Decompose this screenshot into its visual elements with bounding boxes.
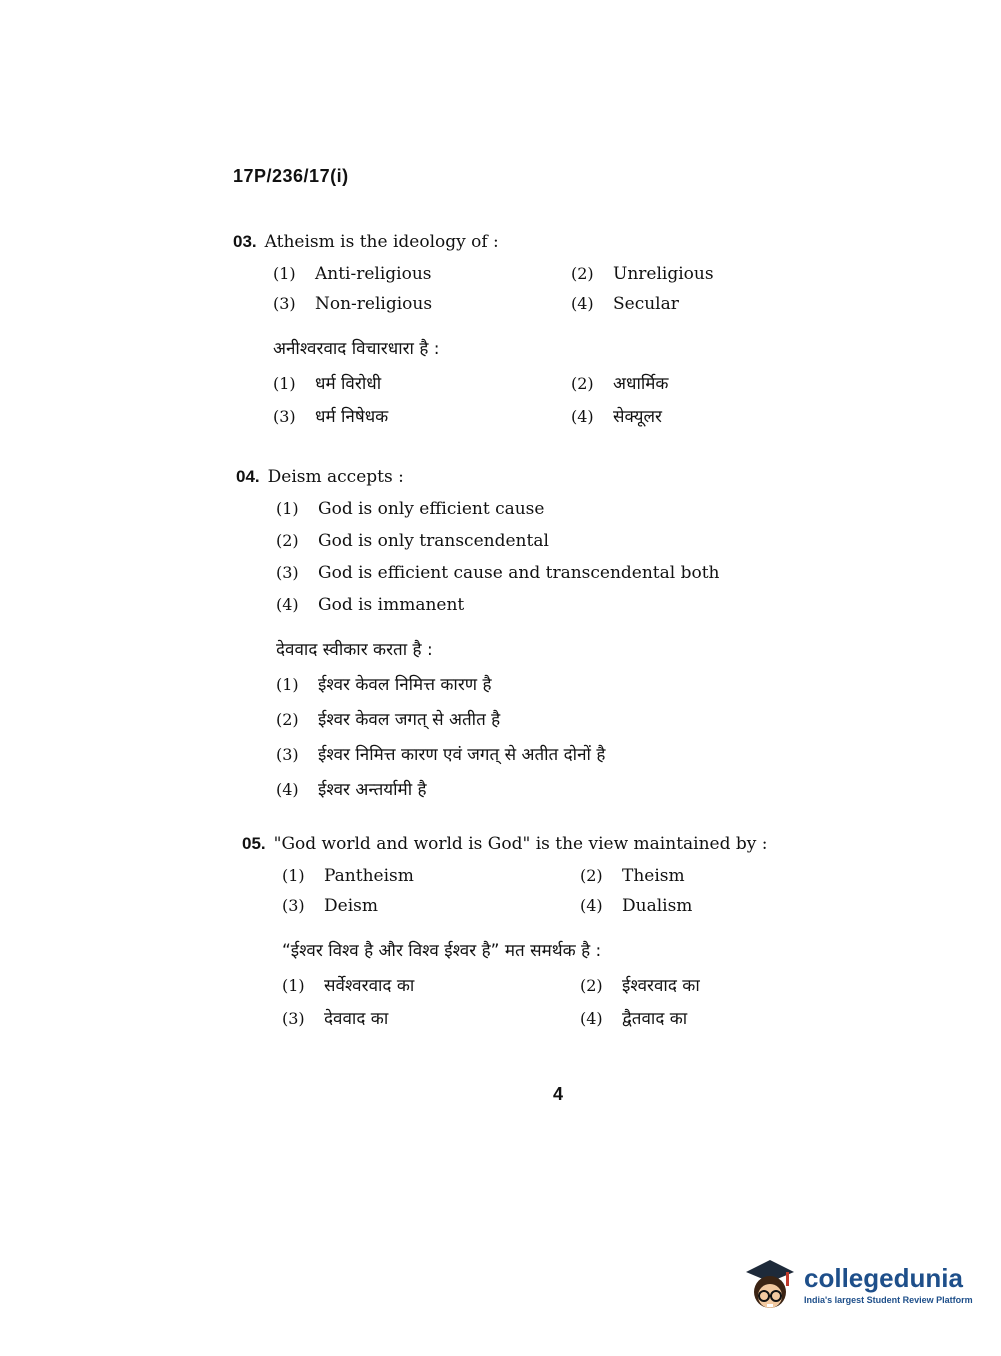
option-en-3: (3) God is efficient cause and transcendental both: [276, 563, 720, 583]
brand-name: collegedunia: [804, 1263, 963, 1293]
option-hi-4: (4) द्वैतवाद का: [580, 1009, 688, 1029]
question-text-en: Deism accepts :: [267, 467, 404, 487]
options-hi: [273, 371, 791, 427]
option-en-1: (1) Pantheism: [282, 866, 414, 886]
options-hi: [276, 672, 720, 800]
question-text-en: "God world and world is God" is the view maintained by :: [273, 834, 768, 854]
collegedunia-watermark: [742, 1250, 982, 1320]
option-hi-1: (1) धर्म विरोधी: [273, 374, 382, 394]
option-en-2: (2) Unreligious: [571, 264, 714, 284]
page-number: 4: [553, 1084, 564, 1104]
option-en-4: (4) God is immanent: [276, 595, 465, 615]
option-en-3: (3) Deism: [282, 896, 378, 916]
question-04: [236, 467, 720, 800]
question-number: 04.: [236, 467, 260, 486]
options-en: [276, 499, 720, 615]
option-en-2: (2) God is only transcendental: [276, 531, 549, 551]
option-en-4: (4) Dualism: [580, 896, 693, 916]
question-stem-en: [236, 467, 720, 487]
option-hi-4: (4) ईश्वर अन्तर्यामी है: [276, 780, 427, 800]
option-hi-3: (3) धर्म निषेधक: [273, 407, 389, 427]
option-hi-4: (4) सेक्यूलर: [571, 407, 662, 427]
option-en-4: (4) Secular: [571, 294, 679, 314]
option-en-1: (1) Anti-religious: [273, 264, 432, 284]
option-hi-2: (2) अधार्मिक: [571, 374, 669, 394]
question-number: 03.: [233, 232, 257, 251]
options-en: [282, 866, 800, 916]
options-en: [273, 264, 791, 314]
option-hi-1: (1) सर्वेश्वरवाद का: [282, 976, 415, 996]
option-en-2: (2) Theism: [580, 866, 685, 886]
brand-text: [804, 1265, 973, 1305]
option-hi-2: (2) ईश्वर केवल जगत् से अतीत है: [276, 710, 501, 730]
question-stem-en: [233, 232, 791, 252]
options-hi: [282, 973, 800, 1029]
question-text-en: Atheism is the ideology of :: [264, 232, 499, 252]
option-en-1: (1) God is only efficient cause: [276, 499, 545, 519]
paper-code: 17P/236/17(i): [233, 166, 349, 186]
question-text-hi: देववाद स्वीकार करता है :: [276, 640, 433, 660]
question-stem-en: [242, 834, 800, 854]
question-number: 05.: [242, 834, 266, 853]
question-text-hi: अनीश्वरवाद विचारधारा है :: [273, 339, 440, 359]
question-03: [233, 232, 791, 427]
option-en-3: (3) Non-religious: [273, 294, 433, 314]
question-text-hi: “ईश्वर विश्व है और विश्व ईश्वर है” मत समर्थक है :: [282, 941, 602, 961]
option-hi-1: (1) ईश्वर केवल निमित्त कारण है: [276, 675, 492, 695]
question-05: [242, 834, 800, 1029]
option-hi-3: (3) ईश्वर निमित्त कारण एवं जगत् से अतीत दोनों है: [276, 745, 606, 765]
option-hi-2: (2) ईश्वरवाद का: [580, 976, 700, 996]
brand-tagline: India's largest Student Review Platform: [804, 1295, 973, 1305]
mascot-logo-icon: [742, 1254, 798, 1316]
option-hi-3: (3) देववाद का: [282, 1009, 389, 1029]
